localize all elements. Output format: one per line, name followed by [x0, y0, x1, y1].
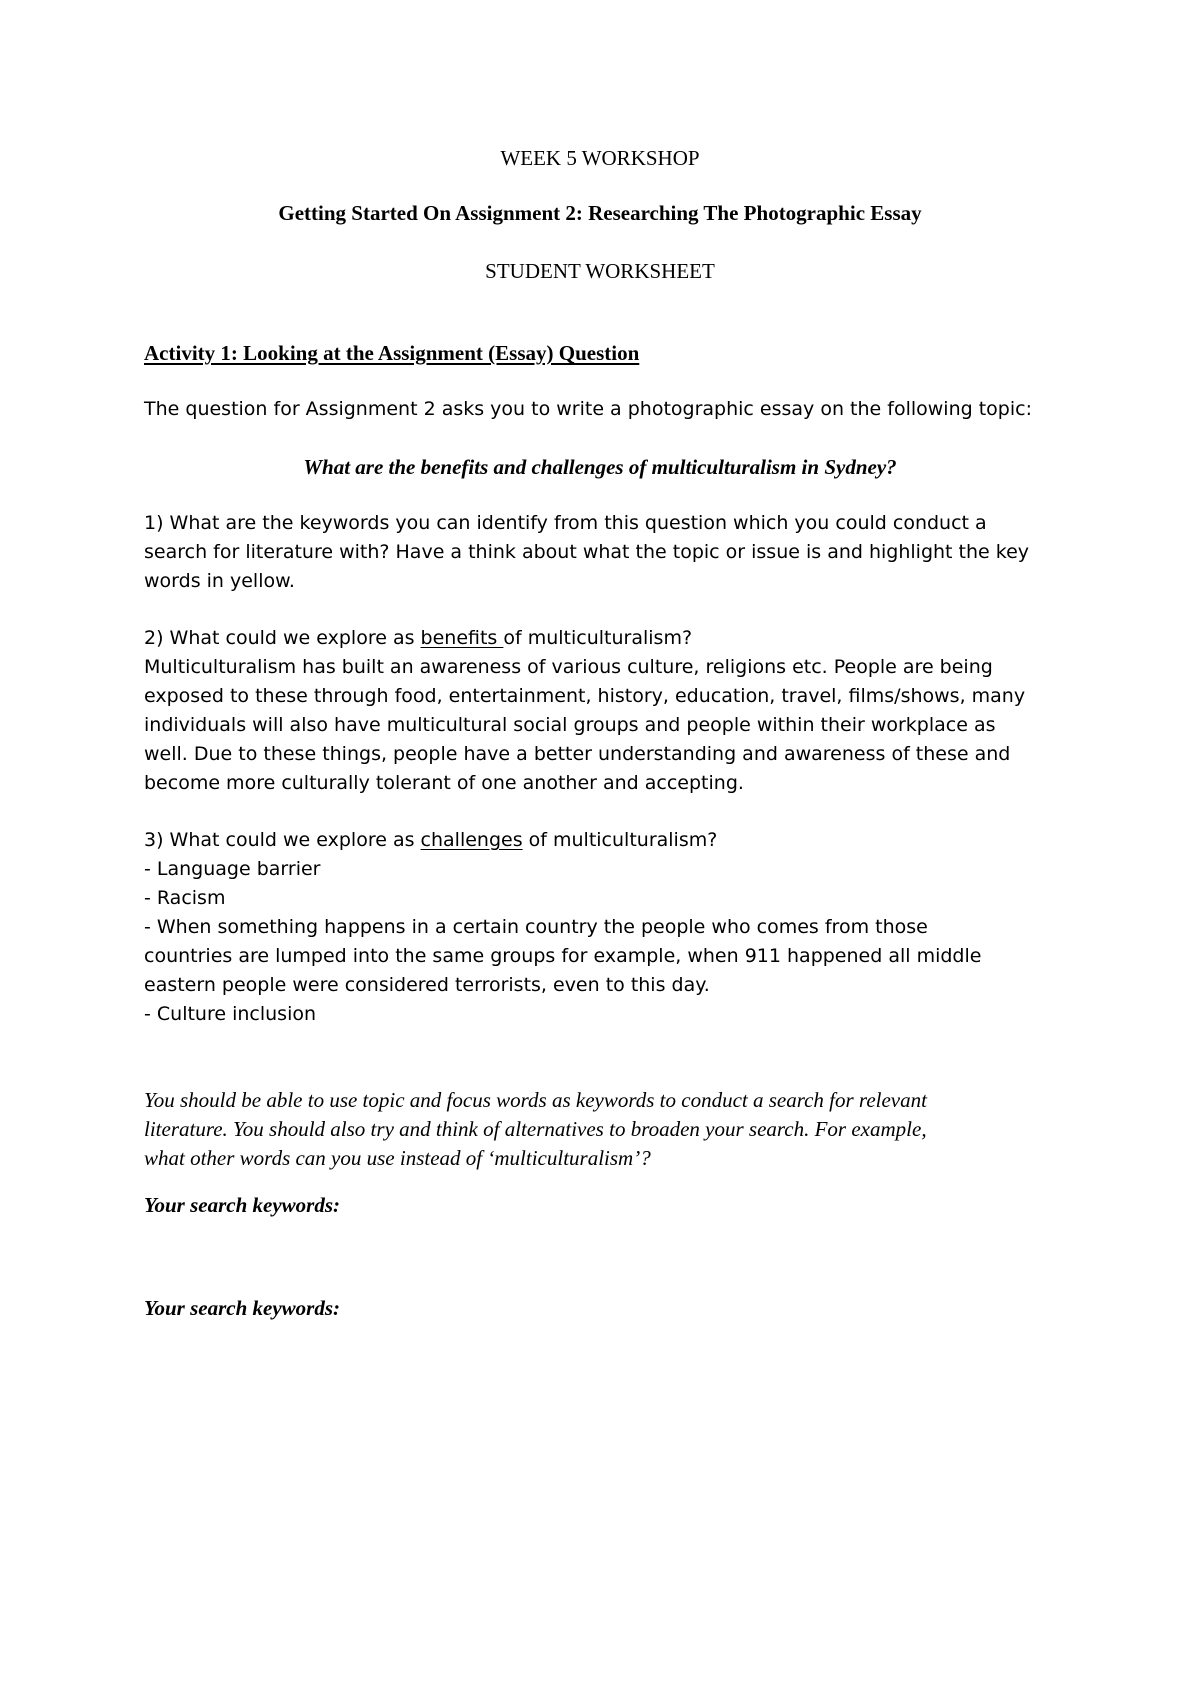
q1-line: search for literature with? Have a think about what the topic or issue is and highlight the key — [144, 541, 1030, 563]
activity-heading: Activity 1: Looking at the Assignment (Essay) Question — [144, 341, 640, 365]
q2-answer-line: individuals will also have multicultural social groups and people within their workplace as — [144, 714, 996, 736]
q2-question — [144, 629, 692, 648]
q2-suffix: of multiculturalism? — [503, 627, 693, 649]
q2-benefits-word: benefits — [420, 627, 504, 649]
q2-prefix: 2) What could we explore as — [144, 627, 421, 649]
search-keywords-label: Your search keywords: — [144, 1193, 341, 1217]
instruction-line: what other words can you use instead of ‘multiculturalism’? — [144, 1146, 651, 1170]
q2-answer-line: well. Due to these things, people have a better understanding and awareness of these and — [144, 743, 1011, 765]
q3-answer-line: - When something happens in a certain country the people who comes from those — [144, 916, 928, 938]
worksheet-title: STUDENT WORKSHEET — [485, 259, 715, 283]
q3-suffix: of multiculturalism? — [522, 829, 718, 851]
q1-line: 1) What are the keywords you can identify from this question which you could conduct a — [144, 512, 987, 534]
q3-answer-line: countries are lumped into the same groups for example, when 911 happened all middle — [144, 945, 982, 967]
q3-question — [144, 831, 717, 850]
week-title: WEEK 5 WORKSHOP — [500, 146, 700, 170]
q3-answer-line: eastern people were considered terrorists, even to this day. — [144, 974, 710, 996]
assignment-subtitle: Getting Started On Assignment 2: Researching The Photographic Essay — [278, 201, 922, 225]
q3-prefix: 3) What could we explore as — [144, 829, 421, 851]
intro-text: The question for Assignment 2 asks you to write a photographic essay on the following topic: — [144, 398, 1032, 420]
q3-challenges-word: challenges — [420, 829, 523, 851]
essay-question: What are the benefits and challenges of multiculturalism in Sydney? — [303, 455, 897, 479]
q2-answer-line: become more culturally tolerant of one another and accepting. — [144, 772, 744, 794]
instruction-line: literature. You should also try and think of alternatives to broaden your search. For example, — [144, 1117, 927, 1141]
q3-answer-line: - Language barrier — [144, 858, 321, 880]
q3-answer-line: - Racism — [144, 887, 226, 909]
q1-line: words in yellow. — [144, 570, 295, 592]
q2-answer-line: exposed to these through food, entertainment, history, education, travel, films/shows, many — [144, 685, 1026, 707]
instruction-line: You should be able to use topic and focus words as keywords to conduct a search for relevant — [144, 1088, 927, 1112]
q3-answer-line: - Culture inclusion — [144, 1003, 317, 1025]
q2-answer-line: Multiculturalism has built an awareness of various culture, religions etc. People are being — [144, 656, 993, 678]
search-keywords-label: Your search keywords: — [144, 1296, 341, 1320]
